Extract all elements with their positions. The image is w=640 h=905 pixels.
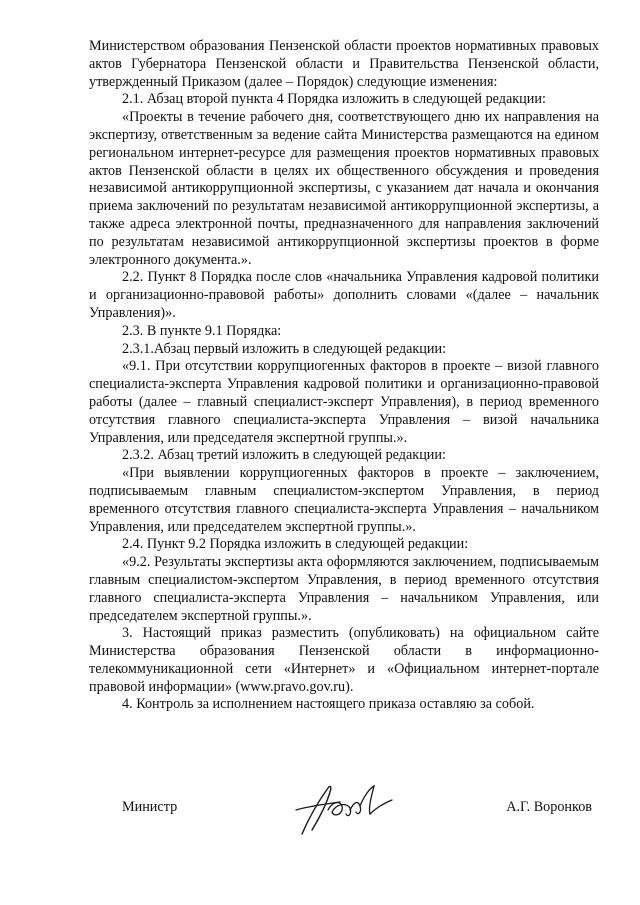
paragraph-intro-continuation: Министерством образования Пензенской области проектов нормативных правовых актов Губернатора Пензенской области и Правительства Пензенской области, утвержденный Приказом (далее – Порядок) следующие изменения: (89, 38, 599, 90)
signatory-title: Министр (122, 799, 178, 815)
paragraph-2-1: 2.1. Абзац второй пункта 4 Порядка изложить в следующей редакции: (122, 91, 546, 108)
handwritten-signature-icon (288, 780, 398, 838)
paragraph-2-3-2: 2.3.2. Абзац третий изложить в следующей редакции: (122, 447, 446, 464)
paragraph-2-4: 2.4. Пункт 9.2 Порядка изложить в следующей редакции: (122, 536, 469, 553)
paragraph-2-2: 2.2. Пункт 8 Порядка после слов «начальника Управления кадровой политики и организационно-правовой работы» дополнить словами «(далее – начальник Управления)». (89, 269, 599, 321)
paragraph-2-3-2-quote: «При выявлении коррупциогенных факторов в проекте – заключением, подписываемым главным специалистом-экспертом Управления, в период временного отсутствия главного специалиста-эксперта Управления – начальником Управления, или председателем экспертной группы.». (89, 465, 599, 535)
document-body (89, 38, 599, 714)
paragraph-4-control: 4. Контроль за исполнением настоящего приказа оставляю за собой. (122, 696, 535, 713)
signature-block (122, 794, 592, 854)
paragraph-2-3: 2.3. В пункте 9.1 Порядка: (122, 322, 282, 339)
paragraph-2-3-1-quote: «9.1. При отсутствии коррупциогенных факторов в проекте – визой главного специалиста-эксперта Управления кадровой политики и организационно-правовой работы (далее – главный специалист-эксперт Управления), в период временного отсутствия главного специалиста-эксперта Управления – визой начальника Управления, или председателя экспертной группы.». (89, 358, 599, 446)
paragraph-2-1-quote: «Проекты в течение рабочего дня, соответствующего дню их направления на экспертизу, ответственным за ведение сайта Министерства размещаются на едином региональном интернет-ресурсе для размещения проектов нормативных правовых актов Пензенской области в целях их общественного обсуждения и проведения независимой антикоррупционной экспертизы, с указанием дат начала и окончания приема заключений по результатам независимой антикоррупционной экспертизы, а также адреса электронной почты, предназначенного для направления заключений по результатам независимой антикоррупционной экспертизы проектов в форме электронного документа.». (89, 109, 599, 268)
paragraph-2-4-quote: «9.2. Результаты экспертизы акта оформляются заключением, подписываемым главным специалистом-экспертом Управления, в период временного отсутствия главного специалиста-эксперта Управления – начальником Управления, или председателем экспертной группы.». (89, 554, 599, 624)
paragraph-2-3-1: 2.3.1.Абзац первый изложить в следующей редакции: (122, 340, 447, 357)
signatory-name: А.Г. Воронков (506, 799, 592, 815)
paragraph-3-publication: 3. Настоящий приказ разместить (опубликовать) на официальном сайте Министерства образования Пензенской области в информационно-телекоммуникационной сети «Интернет» и «Официальном интернет-портале правовой информации» (www.pravo.gov.ru). (89, 625, 599, 695)
